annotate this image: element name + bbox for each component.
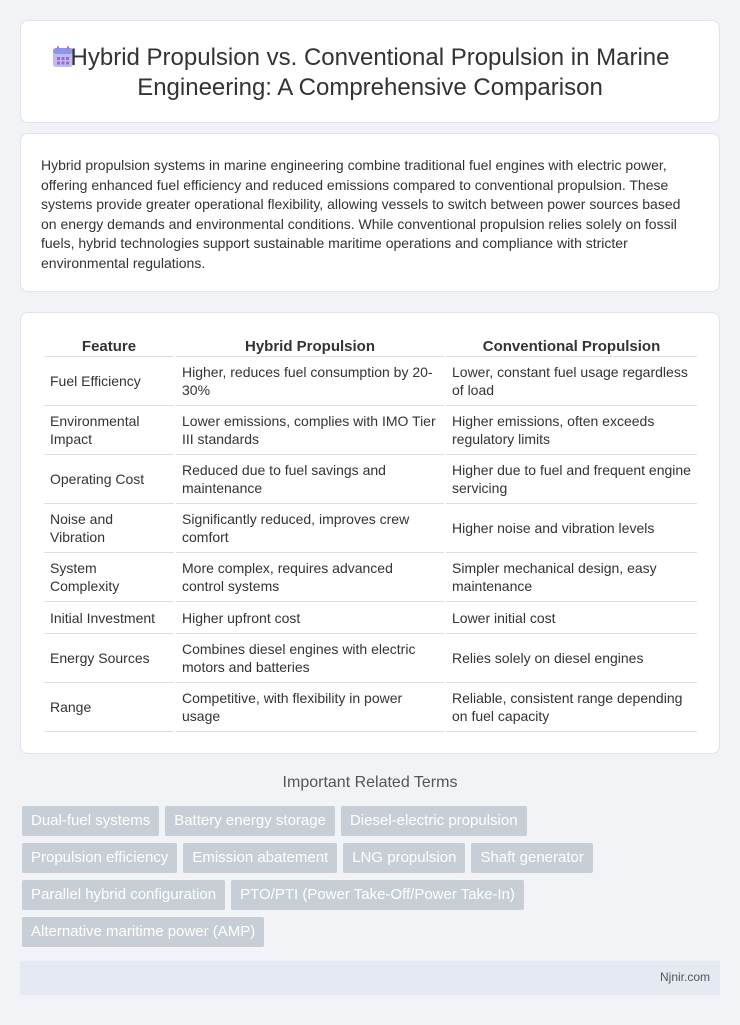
feature-cell: Noise and Vibration	[44, 504, 174, 553]
comparison-table-card	[20, 312, 720, 754]
hybrid-cell: Higher upfront cost	[176, 602, 444, 634]
hybrid-cell: Competitive, with flexibility in power usage	[176, 683, 444, 732]
conventional-cell: Reliable, consistent range depending on fuel capacity	[446, 683, 697, 732]
conventional-cell: Simpler mechanical design, easy maintenance	[446, 553, 697, 602]
table-row	[44, 357, 697, 406]
header-conventional: Conventional Propulsion	[446, 333, 697, 357]
table-row	[44, 504, 697, 553]
feature-cell: Environmental Impact	[44, 406, 174, 455]
table-row	[44, 634, 697, 683]
related-term-tag[interactable]: Diesel-electric propulsion	[341, 806, 527, 836]
related-term-tag[interactable]: Dual-fuel systems	[22, 806, 159, 836]
intro-paragraph: Hybrid propulsion systems in marine engineering combine traditional fuel engines with electric power, offering enhanced fuel efficiency and reduced emissions compared to conventional propulsion. These systems provide greater operational flexibility, allowing vessels to switch between power sources based on energy demands and environmental conditions. While conventional propulsion relies solely on fossil fuels, hybrid technologies support sustainable maritime operations and compliance with stricter environmental regulations.	[41, 157, 681, 271]
page-title-line-1: Hybrid Propulsion vs. Conventional Propulsion in Marine	[70, 44, 670, 71]
feature-cell: Operating Cost	[44, 455, 174, 504]
footer-site-link[interactable]: Njnir.com	[659, 970, 710, 984]
related-terms-title: Important Related Terms	[282, 774, 458, 791]
conventional-cell: Lower, constant fuel usage regardless of load	[446, 357, 697, 406]
related-term-tag[interactable]: Shaft generator	[471, 843, 592, 873]
feature-cell: Initial Investment	[44, 602, 174, 634]
related-terms-list	[22, 806, 632, 947]
hybrid-cell: Combines diesel engines with electric motors and batteries	[176, 634, 444, 683]
related-term-tag[interactable]: Alternative maritime power (AMP)	[22, 917, 264, 947]
table-row	[44, 683, 697, 732]
table-header-row	[44, 333, 697, 357]
related-term-tag[interactable]: Propulsion efficiency	[22, 843, 177, 873]
hybrid-cell: Reduced due to fuel savings and maintenance	[176, 455, 444, 504]
page-title	[21, 43, 719, 103]
page-title-line-2: Engineering: A Comprehensive Comparison	[137, 74, 603, 101]
table-row	[44, 455, 697, 504]
conventional-cell: Lower initial cost	[446, 602, 697, 634]
table-row	[44, 553, 697, 602]
related-term-tag[interactable]: PTO/PTI (Power Take-Off/Power Take-In)	[231, 880, 524, 910]
feature-cell: Fuel Efficiency	[44, 357, 174, 406]
hybrid-cell: Higher, reduces fuel consumption by 20-30%	[176, 357, 444, 406]
feature-cell: Energy Sources	[44, 634, 174, 683]
related-term-tag[interactable]: Parallel hybrid configuration	[22, 880, 225, 910]
conventional-cell: Higher due to fuel and frequent engine servicing	[446, 455, 697, 504]
header-hybrid: Hybrid Propulsion	[176, 333, 444, 357]
hybrid-cell: Significantly reduced, improves crew comfort	[176, 504, 444, 553]
table-row	[44, 406, 697, 455]
conventional-cell: Higher noise and vibration levels	[446, 504, 697, 553]
header-feature: Feature	[44, 333, 174, 357]
comparison-table	[42, 333, 699, 732]
related-term-tag[interactable]: Emission abatement	[183, 843, 337, 873]
hybrid-cell: More complex, requires advanced control systems	[176, 553, 444, 602]
related-term-tag[interactable]: Battery energy storage	[165, 806, 335, 836]
table-row	[44, 602, 697, 634]
related-term-tag[interactable]: LNG propulsion	[343, 843, 465, 873]
feature-cell: System Complexity	[44, 553, 174, 602]
conventional-cell: Higher emissions, often exceeds regulatory limits	[446, 406, 697, 455]
hybrid-cell: Lower emissions, complies with IMO Tier III standards	[176, 406, 444, 455]
conventional-cell: Relies solely on diesel engines	[446, 634, 697, 683]
intro-card	[20, 133, 720, 292]
footer	[20, 961, 720, 995]
title-card	[20, 20, 720, 123]
feature-cell: Range	[44, 683, 174, 732]
